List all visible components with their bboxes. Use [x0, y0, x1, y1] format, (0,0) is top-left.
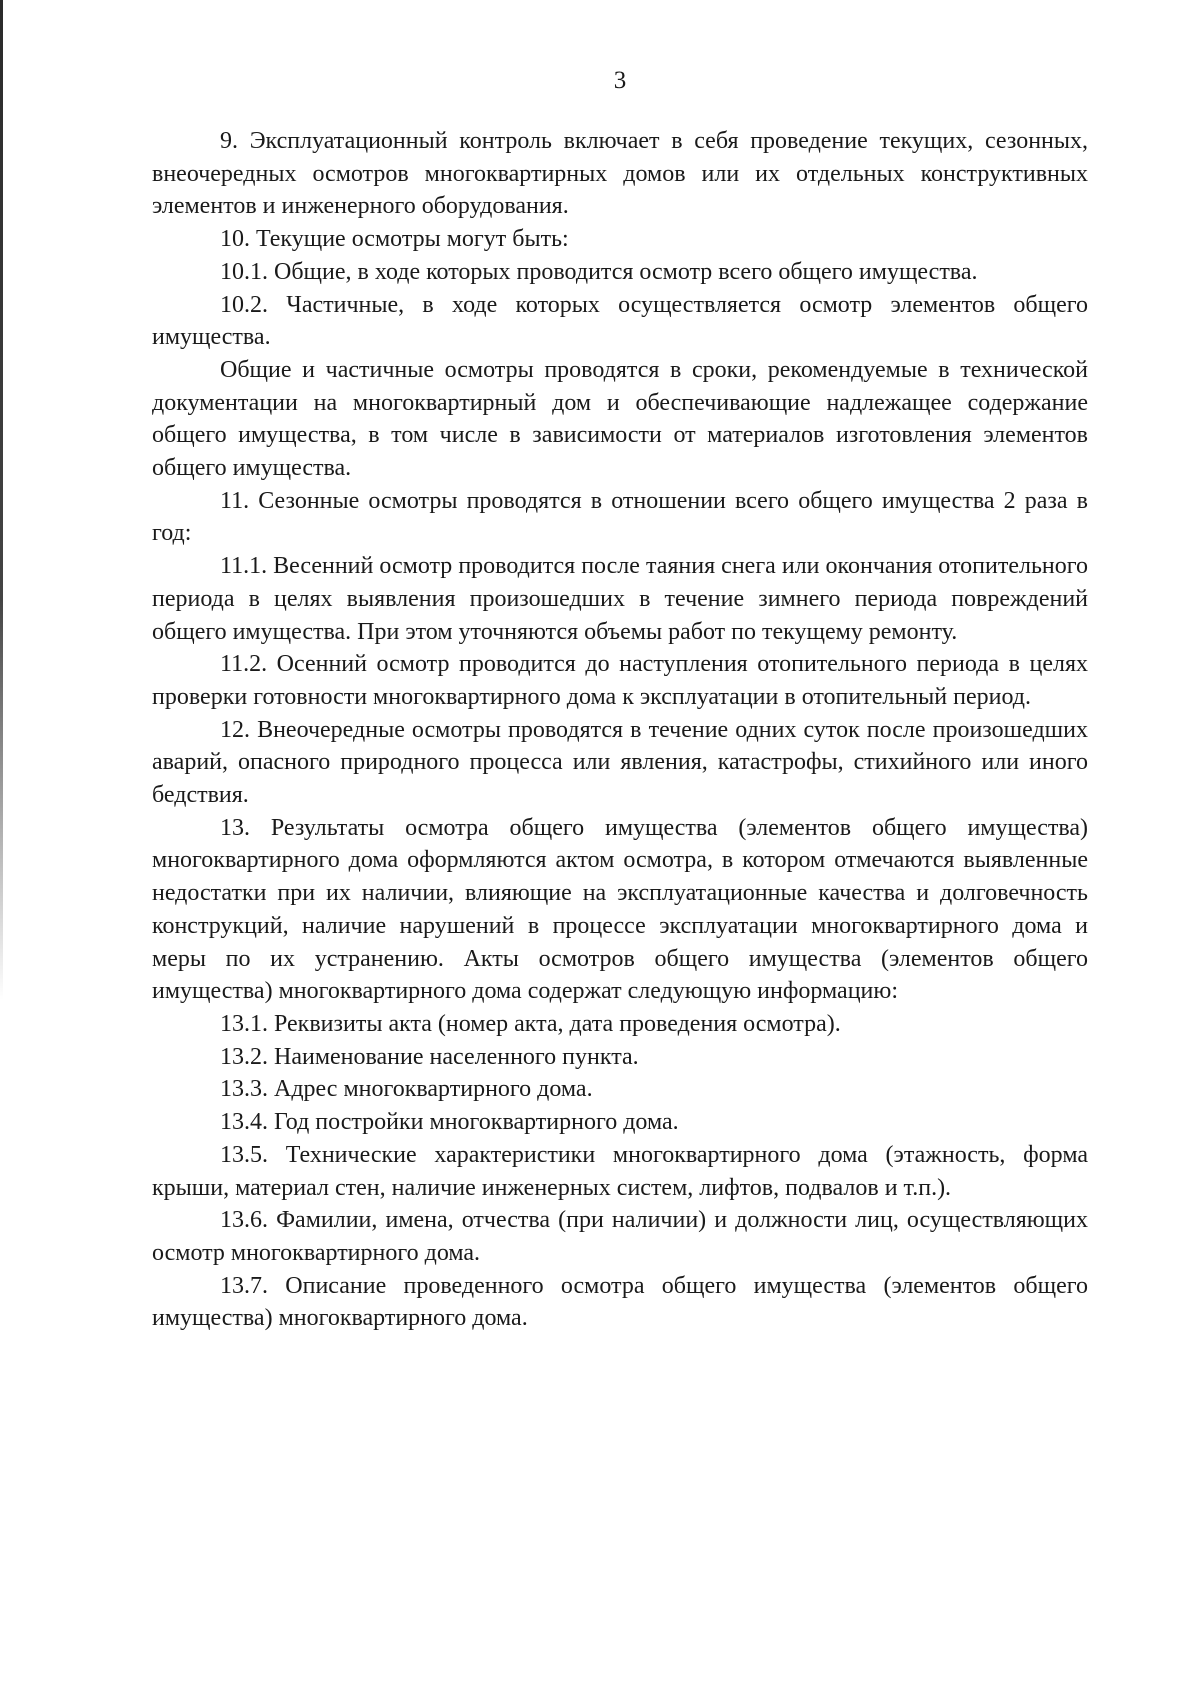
paragraph-13-1: 13.1. Реквизиты акта (номер акта, дата проведения осмотра).	[220, 1010, 841, 1037]
paragraph-11: 11. Сезонные осмотры проводятся в отношении всего общего имущества 2 раза в год:	[152, 487, 1088, 547]
document-body	[152, 125, 1088, 1335]
paragraph-13-6: 13.6. Фамилии, имена, отчества (при наличии) и должности лиц, осуществляющих осмотр многоквартирного дома.	[152, 1207, 1088, 1266]
paragraph-11-2: 11.2. Осенний осмотр проводится до наступления отопительного периода в целях проверки готовности многоквартирного дома к эксплуатации в отопительный период.	[152, 651, 1088, 710]
paragraph-13: 13. Результаты осмотра общего имущества (элементов общего имущества) многоквартирного дома оформляются актом осмотра, в котором отмечаются выявленные недостатки при их наличии, влияющие на эксплуатационные качества и долговечность конструкций, наличие нарушений в процессе эксплуатации многоквартирного дома и меры по их устранению. Акты осмотров общего имущества (элементов общего имущества) многоквартирного дома содержат следующую информацию:	[152, 814, 1088, 1005]
paragraph-13-7: 13.7. Описание проведенного осмотра общего имущества (элементов общего имущества) многоквартирного дома.	[152, 1272, 1088, 1332]
paragraph-13-5: 13.5. Технические характеристики многоквартирного дома (этажность, форма крыши, материал стен, наличие инженерных систем, лифтов, подвалов и т.п.).	[152, 1141, 1088, 1201]
paragraph-10: 10. Текущие осмотры могут быть:	[220, 226, 569, 253]
page-number: 3	[613, 67, 627, 94]
paragraph-10-2: 10.2. Частичные, в ходе которых осуществляется осмотр элементов общего имущества.	[152, 291, 1088, 351]
paragraph-12: 12. Внеочередные осмотры проводятся в течение одних суток после произошедших аварий, опасного природного процесса или явления, катастрофы, стихийного или иного бедствия.	[152, 716, 1088, 809]
paragraph-11-1: 11.1. Весенний осмотр проводится после таяния снега или окончания отопительного периода в целях выявления произошедших в течение зимнего периода повреждений общего имущества. При этом уточняются объемы работ по текущему ремонту.	[152, 553, 1088, 645]
paragraph-10-note: Общие и частичные осмотры проводятся в сроки, рекомендуемые в технической документации на многоквартирный дом и обеспечивающие надлежащее содержание общего имущества, в том числе в зависимости от материалов изготовления элементов общего имущества.	[152, 356, 1088, 482]
scan-edge-shadow	[0, 0, 3, 1000]
paragraph-9: 9. Эксплуатационный контроль включает в себя проведение текущих, сезонных, внеочередных осмотров многоквартирных домов или их отдельных конструктивных элементов и инженерного оборудования.	[152, 128, 1088, 220]
paragraph-13-2: 13.2. Наименование населенного пункта.	[220, 1043, 639, 1070]
paragraph-10-1: 10.1. Общие, в ходе которых проводится осмотр всего общего имущества.	[220, 258, 978, 285]
paragraph-13-3: 13.3. Адрес многоквартирного дома.	[220, 1076, 593, 1103]
paragraph-13-4: 13.4. Год постройки многоквартирного дома.	[220, 1109, 679, 1136]
